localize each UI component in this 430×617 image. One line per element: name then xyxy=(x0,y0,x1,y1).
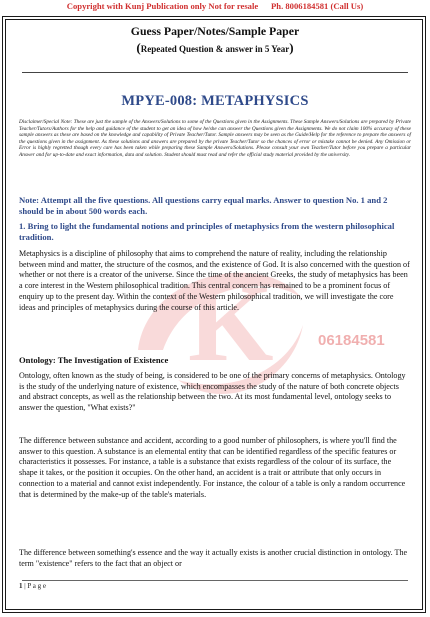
header-subtitle xyxy=(0,40,430,56)
answer-paragraph-ontology: Ontology, often known as the study of being, is considered to be one of the primary concerns of metaphysics. Ontology is the study of the underlying nature of existence, which encompasses the study of the nature of both concrete objects and abstract concepts, as well as the relationship between the two. At its most fundamental level, ontology seeks to answer the question, "What exists?" xyxy=(19,371,406,413)
course-title: MPYE-008: METAPHYSICS xyxy=(121,93,309,109)
page-footer xyxy=(19,582,46,590)
answer-paragraph-intro: Metaphysics is a discipline of philosophy that aims to comprehend the nature of reality, including the relationship between mind and matter, the structure of the cosmos, and the existence of God. It is also concerned with the question of whether or not there is a creator of the universe. Since the time of the ancient Greeks, the study of metaphysics has been a core interest in the Western philosophical tradition. This central concern has remained to be a prominent focus of enquiry up to the present day. Within the context of the Western philosophical tradition, we will investigate the core ideas and principles of metaphysics during the course of this article. xyxy=(19,249,410,312)
instructions-note: Note: Attempt all the five questions. All questions carry equal marks. Answer to question No. 1 and 2 should be in about 500 words each. xyxy=(19,195,388,216)
watermark-phone-text: 06184581 xyxy=(318,332,385,349)
page-number: 1 xyxy=(19,582,23,590)
header-title: Guess Paper/Notes/Sample Paper xyxy=(130,24,300,38)
answer-paragraph-substance: The difference between substance and accident, according to a good number of philosophers, is where you'll find the answer to this question. A substance is an elemental entity that can be identified regardless of the specific features or characteristics it possesses. For instance, a table is a substance that exists regardless of the colour of its surface, the shape it takes, or the position it occupies. On the other hand, an accident is a trait or attribute that only occurs in connection to a material and cannot exist independently. For instance, the colour of a table is only a random occurrence that is determined by the make-up of the table's materials. xyxy=(19,436,406,499)
subtitle-open-paren: ( xyxy=(136,40,141,55)
answer-paragraph-essence: The difference between something's essence and the way it actually exists is another crucial distinction in ontology. The term "existence" refers to the fact that an object or xyxy=(19,548,408,568)
subtitle-text: Repeated Question & answer in 5 Year xyxy=(140,44,290,54)
watermark-letter-icon: K xyxy=(188,262,274,384)
section-subheading-ontology: Ontology: The Investigation of Existence xyxy=(19,355,169,365)
question-1-heading: 1. Bring to light the fundamental notions and principles of metaphysics from the western philosophical tradition. xyxy=(19,221,395,242)
copyright-banner: Copyright with Kunj Publication only Not for resale Ph. 8006184581 (Call Us) xyxy=(66,1,364,11)
header-divider xyxy=(22,72,408,73)
footer-separator: | xyxy=(22,582,28,590)
page-label: P a g e xyxy=(27,582,47,590)
disclaimer-note: Disclaimer/Special Note: These are just the sample of the Answers/Solutions to some of the Questions given in the Assignments. These Sample Answers/Solutions are prepared by Private Teacher/Tutors/Authors for the help and guidance of the student to get an idea of how he/she can answer the Questions given the Assignments. We do not claim 100% accuracy of these sample answers as these are based on the knowledge and capability of Private Teacher/Tutor. Sample answers may be seen as the Guide/Help for the reference to prepare the answers of the questions given in the assignment. As these solutions and answers are prepared by the private Teacher/Tutor so the chances of error or mistake cannot be denied. Any Omission or Error is highly regretted though every care has been taken while preparing these Sample Answers/Solutions. Please consult your own Teacher/Tutor before you prepare a particular Answer and for up-to-date and exact information, data and solution. Student should must read and refer the official study material provided by the university. xyxy=(19,119,411,158)
footer-divider xyxy=(22,580,408,581)
subtitle-close-paren: ) xyxy=(289,40,294,55)
